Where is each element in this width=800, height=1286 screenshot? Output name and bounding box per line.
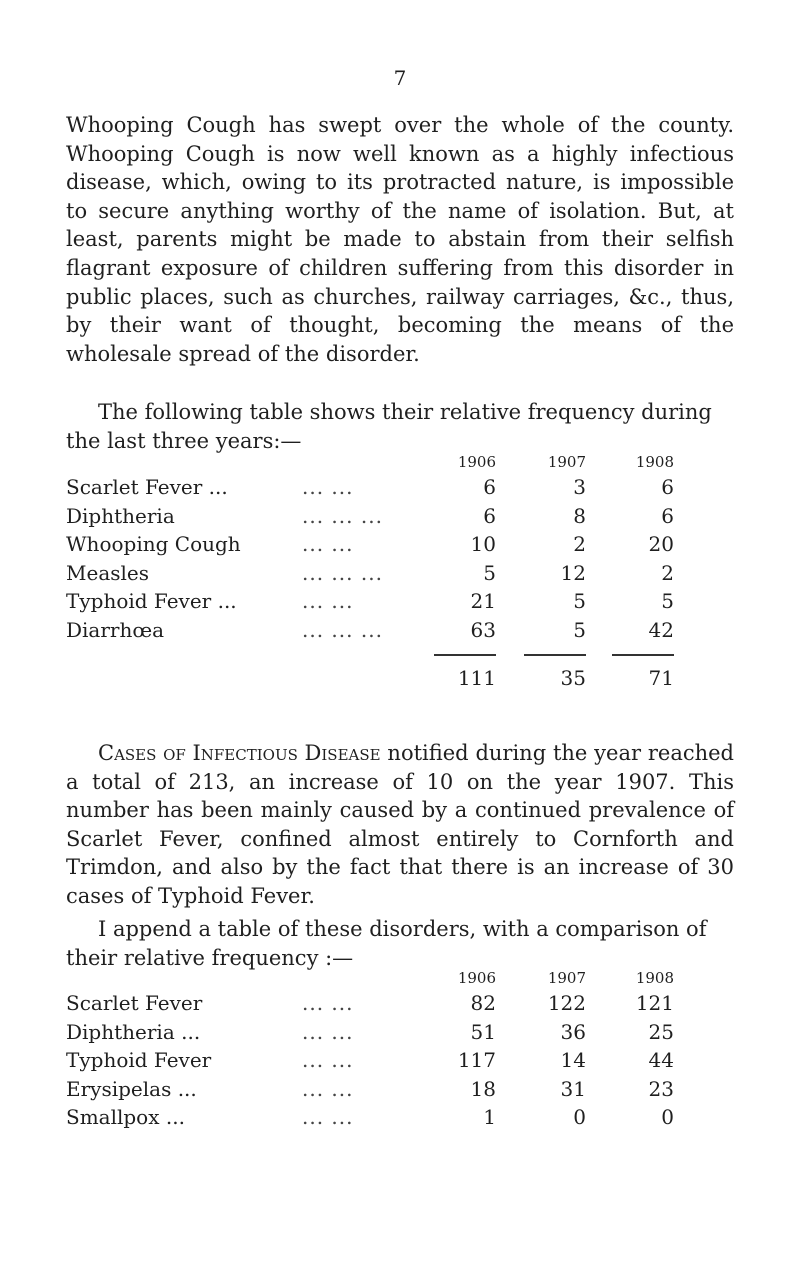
total-value: 35 xyxy=(560,666,586,690)
cell-value: 6 xyxy=(483,475,496,499)
total-value: 71 xyxy=(648,666,674,690)
cell-value: 23 xyxy=(648,1076,674,1101)
row-label: Scarlet Fever ... xyxy=(66,475,228,499)
row-label: Erysipelas ... xyxy=(66,1076,197,1101)
leader-dots: ... ... ... xyxy=(302,617,383,642)
row-label: Diarrhœa xyxy=(66,617,165,642)
table-row xyxy=(66,504,734,533)
cell-value: 0 xyxy=(573,1105,586,1129)
table-row xyxy=(66,1077,734,1106)
table2-year-1906: 1906 xyxy=(457,969,496,987)
paragraph-cases-infectious-disease xyxy=(66,739,734,911)
total-value: 111 xyxy=(457,666,496,690)
cell-value: 51 xyxy=(470,1019,496,1044)
cases-text: notified during the year reached a total of 213, an increase of 10 on the year 1907. This number has been mainly caused by a continued prevalence of Scarlet Fever, confined almost entirely to Cornforth and Trimdon, and also by the fact that there is an increase of 30 cases of Typhoid Fever. xyxy=(66,741,734,908)
leader-dots: ... ... xyxy=(302,532,354,556)
row-label: Diphtheria xyxy=(66,503,175,528)
table1-year-1908: 1908 xyxy=(635,453,674,471)
cell-value: 36 xyxy=(560,1019,586,1044)
row-label: Whooping Cough xyxy=(66,532,241,556)
table1-year-1907: 1907 xyxy=(547,453,586,471)
leader-dots: ... ... ... xyxy=(302,503,383,528)
table2-header-row xyxy=(66,969,734,991)
table-row xyxy=(66,1105,734,1134)
row-label: Typhoid Fever ... xyxy=(66,589,237,613)
divider xyxy=(612,654,674,656)
table-row xyxy=(66,532,734,561)
row-label: Scarlet Fever xyxy=(66,991,203,1015)
cell-value: 5 xyxy=(483,560,496,585)
table1-header-row xyxy=(66,453,734,475)
cell-value: 82 xyxy=(470,991,496,1015)
page-number: 7 xyxy=(393,66,407,90)
leader-dots: ... ... xyxy=(302,991,354,1015)
cell-value: 6 xyxy=(661,503,674,528)
cell-value: 63 xyxy=(470,617,496,642)
table-row xyxy=(66,618,734,647)
cell-value: 122 xyxy=(547,991,586,1015)
table-row xyxy=(66,1020,734,1049)
cell-value: 14 xyxy=(560,1048,586,1072)
table-disorders-comparison xyxy=(66,969,734,1134)
cell-value: 20 xyxy=(648,532,674,556)
row-label: Diphtheria ... xyxy=(66,1019,201,1044)
cell-value: 6 xyxy=(661,475,674,499)
cell-value: 10 xyxy=(470,532,496,556)
cell-value: 5 xyxy=(573,589,586,613)
cell-value: 1 xyxy=(483,1105,496,1129)
leader-dots: ... ... ... xyxy=(302,560,383,585)
cell-value: 8 xyxy=(573,503,586,528)
cell-value: 2 xyxy=(573,532,586,556)
leader-dots: ... ... xyxy=(302,589,354,613)
table2-year-1908: 1908 xyxy=(635,969,674,987)
table-row xyxy=(66,475,734,504)
cases-lead: Cases of Infectious Disease xyxy=(98,741,381,765)
paragraph-whooping-cough: Whooping Cough has swept over the whole of the county. Whooping Cough is now well known as a highly infectious disease, which, owing to its protracted nature, is impossible to secure anything worthy of the name of isolation. But, at least, parents might be made to abstain from their selfish flagrant exposure of children suffering from this disorder in public places, such as churches, railway carriages, &c., thus, by their want of thought, becoming the means of the wholesale spread of the disorder. xyxy=(66,113,734,366)
cell-value: 44 xyxy=(648,1048,674,1072)
leader-dots: ... ... xyxy=(302,1048,354,1072)
table-row xyxy=(66,991,734,1020)
table2-caption: I append a table of these disorders, with a comparison of their relative frequency :— xyxy=(66,917,707,970)
table1-year-1906: 1906 xyxy=(457,453,496,471)
table-row xyxy=(66,1048,734,1077)
table2-year-1907: 1907 xyxy=(547,969,586,987)
cell-value: 121 xyxy=(635,991,674,1015)
table1-caption: The following table shows their relative frequency during the last three years:— xyxy=(66,400,712,453)
row-label: Measles xyxy=(66,560,149,585)
table-relative-frequency xyxy=(66,453,734,695)
totals-row xyxy=(66,666,734,695)
cell-value: 0 xyxy=(661,1105,674,1129)
cell-value: 117 xyxy=(457,1048,496,1072)
divider xyxy=(434,654,496,656)
cell-value: 6 xyxy=(483,503,496,528)
leader-dots: ... ... xyxy=(302,475,354,499)
divider xyxy=(524,654,586,656)
total-rules xyxy=(66,646,734,666)
row-label: Typhoid Fever xyxy=(66,1048,212,1072)
cell-value: 18 xyxy=(470,1076,496,1101)
leader-dots: ... ... xyxy=(302,1076,354,1101)
cell-value: 31 xyxy=(560,1076,586,1101)
cell-value: 21 xyxy=(470,589,496,613)
cell-value: 25 xyxy=(648,1019,674,1044)
table-row xyxy=(66,589,734,618)
cell-value: 5 xyxy=(661,589,674,613)
cell-value: 5 xyxy=(573,617,586,642)
row-label: Smallpox ... xyxy=(66,1105,185,1129)
cell-value: 42 xyxy=(648,617,674,642)
leader-dots: ... ... xyxy=(302,1105,354,1129)
cell-value: 3 xyxy=(573,475,586,499)
table-row xyxy=(66,561,734,590)
leader-dots: ... ... xyxy=(302,1019,354,1044)
cell-value: 12 xyxy=(560,560,586,585)
cell-value: 2 xyxy=(661,560,674,585)
